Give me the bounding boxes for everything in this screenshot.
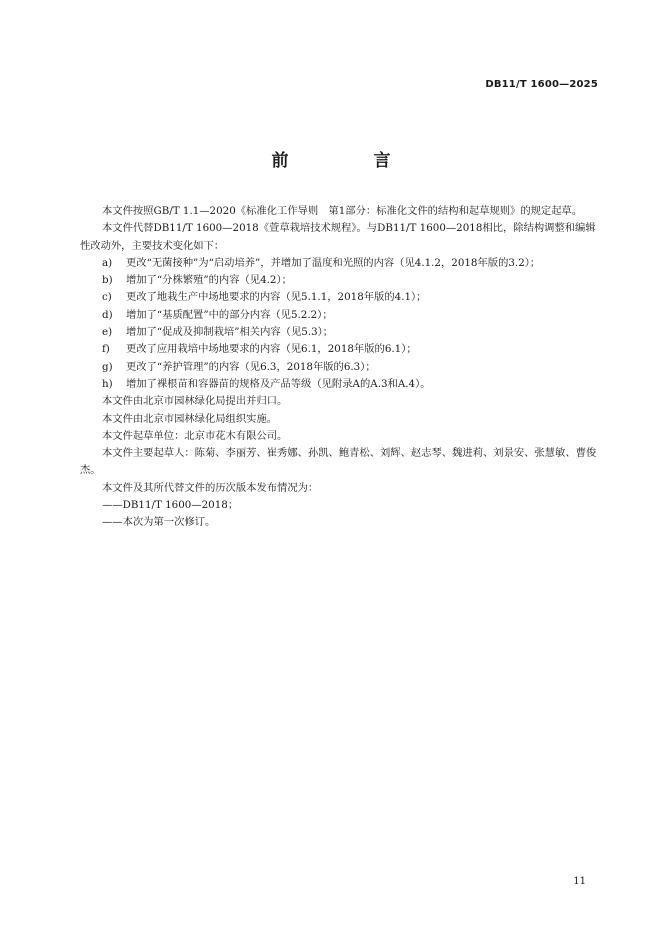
change-item-marker: b) [102, 274, 113, 287]
change-item-text: 更改了应用栽培中场地要求的内容（见6.1，2018年版的6.1）； [126, 343, 417, 356]
intro-paragraph: 本文件代替DB11/T 1600—2018《萱草栽培技术规程》。与DB11/T 1600—2018相比，除结构调整和编辑性改动外，主要技术变化如下： [80, 222, 596, 252]
history-item: ——本次为第一次修订。 [102, 516, 216, 529]
change-item [80, 307, 602, 324]
intro-paragraph: 本文件按照GB/T 1.1—2020《标准化工作导则 第1部分：标准化文件的结构和起草规则》的规定起草。 [102, 205, 583, 217]
change-item [80, 272, 602, 289]
change-item-text: 增加了“基质配置”中的部分内容（见5.2.2）； [126, 308, 333, 321]
page-title: 前 言 [271, 151, 425, 171]
foreword-body [80, 203, 602, 532]
change-item-text: 更改“无菌接种”为“启动培养”，并增加了温度和光照的内容（见4.1.2，2018年版的3.2）； [126, 256, 541, 269]
change-item-marker: d) [102, 308, 113, 321]
change-item-text: 更改了地栽生产中场地要求的内容（见5.1.1，2018年版的4.1）； [126, 291, 427, 304]
document-code: DB11/T 1600—2025 [485, 79, 598, 90]
history-statement: 本文件及其所代替文件的历次版本发布情况为： [102, 481, 319, 494]
change-item-marker: f) [102, 343, 110, 356]
change-item-marker: a) [102, 256, 113, 269]
change-item [80, 376, 602, 393]
change-item [80, 341, 602, 358]
change-item [80, 289, 602, 306]
history-item: ——DB11/T 1600—2018； [102, 499, 239, 512]
change-item-text: 更改了“养护管理”的内容（见6.3，2018年版的6.3）； [126, 360, 376, 373]
proposer-statement: 本文件由北京市园林绿化局提出并归口。 [102, 395, 288, 408]
change-item-marker: h) [102, 377, 113, 390]
drafters-statement: 本文件主要起草人：陈菊、李丽芳、崔秀娜、孙凯、鲍青松、刘辉、赵志琴、魏进莉、刘景安、张慧敏、曹俊杰。 [80, 447, 597, 477]
change-item-text: 增加了“分株繁殖”的内容（见4.2）； [126, 274, 292, 287]
change-item [80, 255, 602, 272]
change-item [80, 359, 602, 376]
change-item-text: 增加了“促成及抑制栽培”相关内容（见5.3）； [126, 326, 334, 339]
change-item [80, 324, 602, 341]
change-item-marker: c) [102, 291, 112, 304]
change-item-marker: g) [102, 360, 113, 373]
implementer-statement: 本文件由北京市园林绿化局组织实施。 [102, 412, 278, 425]
change-item-text: 增加了裸根苗和容器苗的规格及产品等级（见附录A的A.3和A.4）。 [126, 377, 431, 390]
change-item-marker: e) [102, 326, 113, 339]
page-number: 11 [573, 876, 586, 887]
drafting-unit-statement: 本文件起草单位：北京市花木有限公司。 [102, 429, 288, 442]
